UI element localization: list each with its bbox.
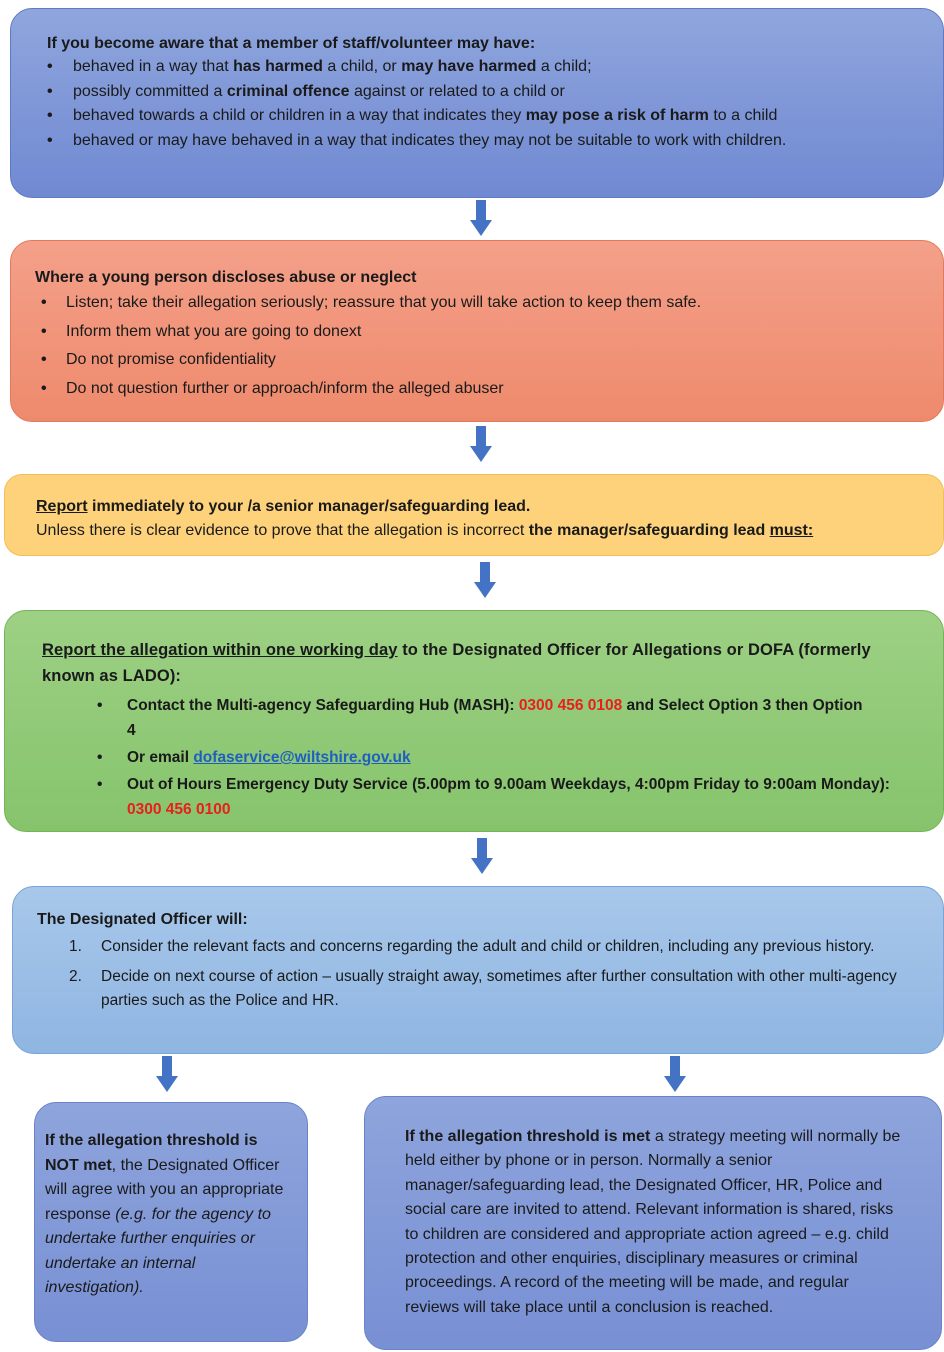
list-item: 1. Consider the relevant facts and concerns regarding the adult and child or children, including any previous history. [69, 938, 875, 955]
down-arrow-icon [664, 1056, 686, 1092]
report-line-1: Report immediately to your /a senior manager/safeguarding lead. [36, 498, 531, 515]
down-arrow-icon [471, 838, 493, 874]
disclosure-box [10, 240, 944, 422]
list-item: • Out of Hours Emergency Duty Service (5.00pm to 9.00am Weekdays, 4:00pm Friday to 9:00am Monday): 0300 456 0100 [42, 772, 927, 822]
threshold-met-text: If the allegation threshold is met a strategy meeting will normally be held either by phone or in person. Normally a senior manager/safeguarding lead, the Designated Officer, HR, Police and social care are invited to attend. Relevant information is shared, risks to children are considered and appropriate action agreed – e.g. child protection and other enquiries, disciplinary measures or criminal proceedings. A record of the meeting will be made, and regular reviews will take place until a conclusion is reached. [405, 1128, 901, 1316]
disclosure-heading: Where a young person discloses abuse or neglect [35, 269, 417, 286]
list-item: • Do not promise confidentiality [35, 346, 943, 375]
list-item: 2. Decide on next course of action – usually straight away, sometimes after further consultation with other multi-agency parties such as the Police and HR. [69, 968, 897, 1009]
list-item: • Inform them what you are going to donext [35, 318, 943, 347]
staff-concern-box [10, 8, 944, 198]
list-item: • Listen; take their allegation seriously; reassure that you will take action to keep them safe. [35, 289, 943, 318]
list-item: • Contact the Multi-agency Safeguarding Hub (MASH): 0300 456 0108 and Select Option 3 then Option 4 [42, 693, 867, 743]
disclosure-list [35, 289, 943, 403]
threshold-met-box [364, 1096, 942, 1350]
list-item: • Or email dofaservice@wiltshire.gov.uk [42, 745, 943, 770]
dofa-box [4, 610, 944, 832]
list-item: • behaved towards a child or children in a way that indicates they may pose a risk of harm to a child [47, 104, 943, 129]
list-item: • possibly committed a criminal offence against or related to a child or [47, 80, 943, 105]
threshold-not-met-text: If the allegation threshold is NOT met, the Designated Officer will agree with you an appropriate response (e.g. for the agency to undertake further enquiries or undertake an internal investigation). [45, 1132, 284, 1296]
designated-officer-heading: The Designated Officer will: [37, 911, 248, 928]
list-item: • Do not question further or approach/inform the alleged abuser [35, 375, 943, 404]
down-arrow-icon [474, 562, 496, 598]
email-link[interactable]: dofaservice@wiltshire.gov.uk [193, 749, 411, 766]
list-item: • behaved or may have behaved in a way that indicates they may not be suitable to work with children. [47, 129, 853, 154]
threshold-not-met-box [34, 1102, 308, 1342]
report-box [4, 474, 944, 556]
staff-concern-list [47, 55, 943, 153]
down-arrow-icon [470, 200, 492, 236]
staff-concern-heading: If you become aware that a member of staff/volunteer may have: [47, 35, 536, 52]
out-of-hours-phone: 0300 456 0100 [127, 801, 231, 818]
designated-officer-list [37, 935, 943, 1013]
down-arrow-icon [156, 1056, 178, 1092]
dofa-list [42, 693, 943, 822]
designated-officer-box [12, 886, 944, 1054]
mash-phone: 0300 456 0108 [518, 697, 623, 714]
dofa-heading: Report the allegation within one working day to the Designated Officer for Allegations or DOFA (formerly known as LADO): [42, 641, 871, 685]
down-arrow-icon [470, 426, 492, 462]
report-line-2: Unless there is clear evidence to prove that the allegation is incorrect the manager/safeguarding lead must: [36, 522, 814, 539]
list-item: • behaved in a way that has harmed a child, or may have harmed a child; [47, 55, 943, 80]
